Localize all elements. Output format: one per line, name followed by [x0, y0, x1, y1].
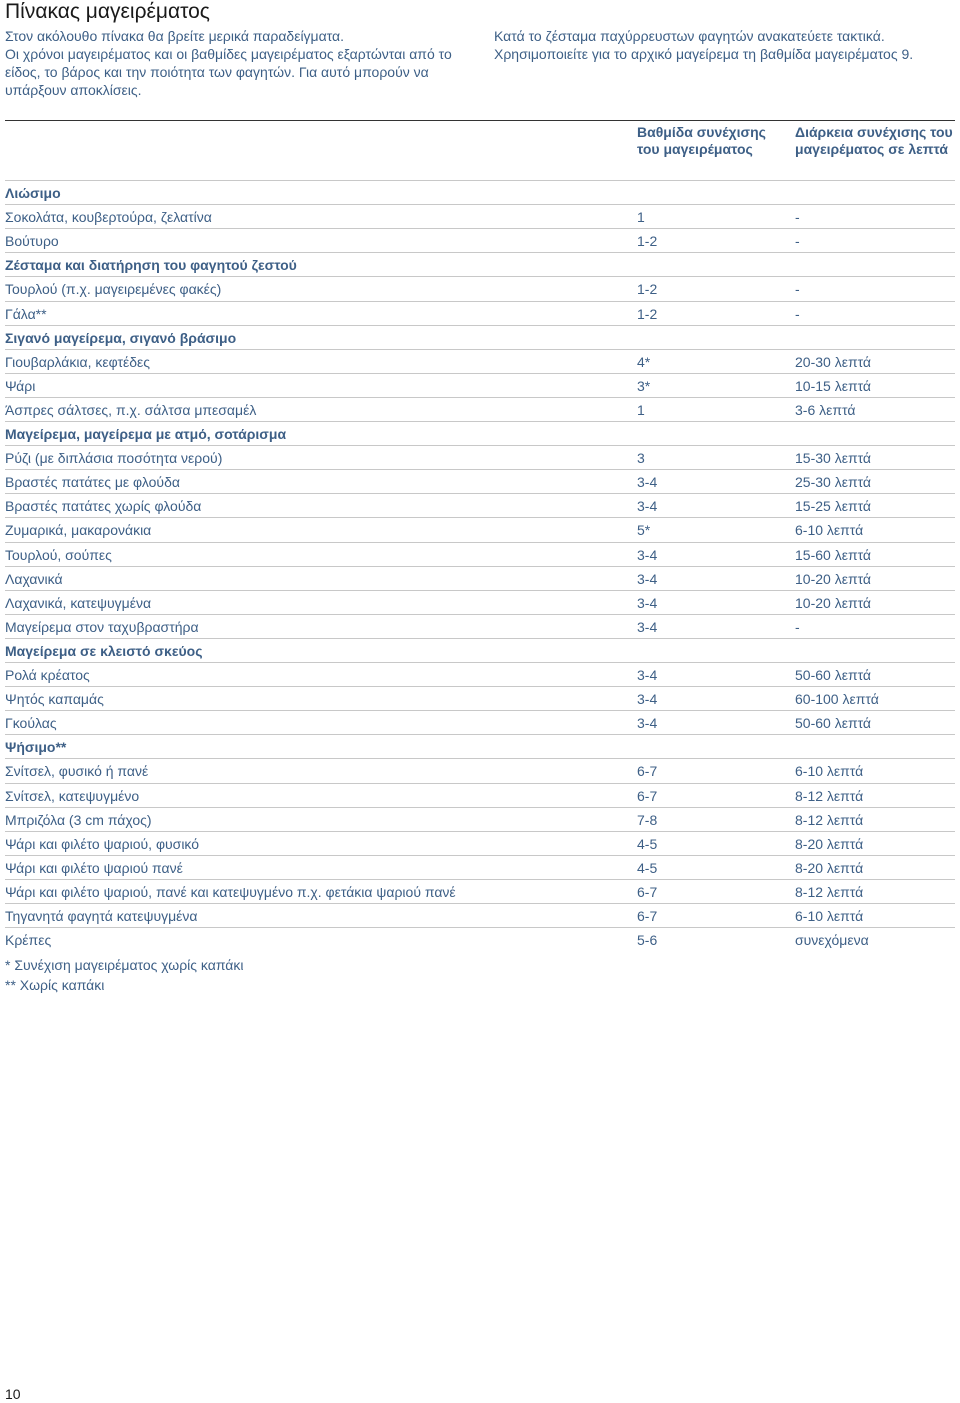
table-row [5, 927, 955, 952]
cell-food: Βραστές πατάτες με φλούδα [5, 474, 180, 490]
cell-food: Λαχανικά, κατεψυγμένα [5, 595, 152, 611]
cell-duration: 15-25 λεπτά [795, 498, 872, 514]
cell-level: 6-7 [637, 908, 658, 924]
cell-food: Ζυμαρικά, μακαρονάκια [5, 522, 152, 538]
cell-duration: - [795, 233, 800, 249]
cell-level: 3-4 [637, 571, 658, 587]
table-row [5, 517, 955, 542]
cell-food: Σιγανό μαγείρεμα, σιγανό βράσιμο [5, 330, 237, 346]
table-row [5, 493, 955, 518]
cell-food: Ρύζι (με διπλάσια ποσότητα νερού) [5, 450, 223, 466]
table-row [5, 614, 955, 639]
cell-food: Λαχανικά [5, 571, 63, 587]
table-row [5, 301, 955, 326]
footnotes [5, 955, 244, 995]
cell-food: Τουρλού, σούπες [5, 547, 112, 563]
cell-duration: 8-12 λεπτά [795, 788, 864, 804]
cell-level: 3-4 [637, 715, 658, 731]
cell-level: 4* [637, 354, 651, 370]
table-section-row [5, 638, 955, 663]
cell-food: Κρέπες [5, 932, 52, 948]
cell-level: 6-7 [637, 884, 658, 900]
cell-level: 4-5 [637, 836, 658, 852]
cell-level: 3-4 [637, 474, 658, 490]
cell-food: Μαγείρεμα στον ταχυβραστήρα [5, 619, 199, 635]
intro-paragraph: Κατά το ζέσταμα παχύρρευστων φαγητών ανακατεύετε τακτικά. [494, 28, 885, 44]
cell-level: 3-4 [637, 691, 658, 707]
intro-paragraph: Οι χρόνοι μαγειρέματος και οι βαθμίδες μαγειρέματος εξαρτώνται από το είδος, το βάρος και την ποιότητα των φαγητών. Για αυτό μπορούν να υπάρξουν αποκλίσεις. [5, 46, 452, 98]
table-row [5, 903, 955, 928]
cell-food: Σνίτσελ, κατεψυγμένο [5, 788, 140, 804]
page-number: 10 [5, 1386, 21, 1402]
table-row [5, 397, 955, 422]
cell-food: Σοκολάτα, κουβερτούρα, ζελατίνα [5, 209, 212, 225]
cell-food: Μαγείρεμα, μαγείρεμα με ατμό, σοτάρισμα [5, 426, 287, 442]
table-section-row [5, 252, 955, 277]
cell-duration: 50-60 λεπτά [795, 667, 872, 683]
cell-food: Ψητός καπαμάς [5, 691, 104, 707]
cell-food: Ψάρι [5, 378, 36, 394]
table-section-row [5, 180, 955, 205]
cell-level: 7-8 [637, 812, 658, 828]
page-title: Πίνακας μαγειρέματος [5, 0, 210, 23]
table-row [5, 879, 955, 904]
cell-food: Λιώσιμο [5, 185, 61, 201]
cell-food: Σνίτσελ, φυσικό ή πανέ [5, 763, 149, 779]
table-top-rule [5, 120, 955, 121]
cell-duration: 10-20 λεπτά [795, 571, 872, 587]
cell-level: 3-4 [637, 498, 658, 514]
cell-level: 3-4 [637, 595, 658, 611]
table-row [5, 686, 955, 711]
cell-level: 1 [637, 402, 645, 418]
cell-level: 1 [637, 209, 645, 225]
intro-paragraph: Στον ακόλουθο πίνακα θα βρείτε μερικά παραδείγματα. [5, 28, 345, 44]
cell-duration: 20-30 λεπτά [795, 354, 872, 370]
cell-food: Ζέσταμα και διατήρηση του φαγητού ζεστού [5, 257, 297, 273]
table-section-row [5, 734, 955, 759]
table-row [5, 349, 955, 374]
cell-level: 6-7 [637, 788, 658, 804]
cell-duration: 15-30 λεπτά [795, 450, 872, 466]
table-section-row [5, 325, 955, 350]
table-row [5, 204, 955, 229]
cell-duration: 60-100 λεπτά [795, 691, 879, 707]
cell-duration: 50-60 λεπτά [795, 715, 872, 731]
cell-level: 3* [637, 378, 651, 394]
cell-level: 1-2 [637, 306, 658, 322]
table-row [5, 590, 955, 615]
cell-level: 5* [637, 522, 651, 538]
table-row [5, 855, 955, 880]
intro-paragraph: Χρησιμοποιείτε για το αρχικό μαγείρεμα τη βαθμίδα μαγειρέματος 9. [494, 46, 914, 62]
cell-duration: 3-6 λεπτά [795, 402, 856, 418]
cell-level: 4-5 [637, 860, 658, 876]
cell-level: 3-4 [637, 667, 658, 683]
cell-level: 1-2 [637, 233, 658, 249]
cell-duration: 8-20 λεπτά [795, 836, 864, 852]
cell-level: 1-2 [637, 281, 658, 297]
cell-duration: 10-15 λεπτά [795, 378, 872, 394]
footnote: * Συνέχιση μαγειρέματος χωρίς καπάκι [5, 957, 244, 973]
cell-food: Γκούλας [5, 715, 57, 731]
table-section-row [5, 421, 955, 446]
cell-food: Ψάρι και φιλέτο ψαριού, πανέ και κατεψυγμένο π.χ. φετάκια ψαριού πανέ [5, 884, 456, 900]
table-row [5, 228, 955, 253]
intro-left-column [5, 27, 470, 99]
cell-food: Ρολά κρέατος [5, 667, 90, 683]
cell-duration: 6-10 λεπτά [795, 763, 864, 779]
cell-level: 3-4 [637, 547, 658, 563]
cell-food: Άσπρες σάλτσες, π.χ. σάλτσα μπεσαμέλ [5, 402, 257, 418]
table-row [5, 566, 955, 591]
cell-food: Μαγείρεμα σε κλειστό σκεύος [5, 643, 203, 659]
table-row [5, 807, 955, 832]
table-row [5, 469, 955, 494]
cell-duration: 8-20 λεπτά [795, 860, 864, 876]
cell-food: Ψάρι και φιλέτο ψαριού, φυσικό [5, 836, 200, 852]
cell-level: 3 [637, 450, 645, 466]
cell-duration: - [795, 619, 800, 635]
table-row [5, 783, 955, 808]
cell-duration: - [795, 281, 800, 297]
table-row [5, 542, 955, 567]
cell-food: Τηγανητά φαγητά κατεψυγμένα [5, 908, 198, 924]
cell-duration: 6-10 λεπτά [795, 522, 864, 538]
cell-food: Γάλα** [5, 306, 47, 322]
footnote: ** Χωρίς καπάκι [5, 977, 105, 993]
table-row [5, 662, 955, 687]
cell-duration: συνεχόμενα [795, 932, 869, 948]
cell-duration: 8-12 λεπτά [795, 884, 864, 900]
cell-level: 6-7 [637, 763, 658, 779]
table-row [5, 445, 955, 470]
intro-right-column [494, 27, 954, 63]
cell-level: 3-4 [637, 619, 658, 635]
cell-duration: - [795, 306, 800, 322]
cell-level: 5-6 [637, 932, 658, 948]
table-row [5, 276, 955, 301]
cell-food: Βούτυρο [5, 233, 59, 249]
table-row [5, 710, 955, 735]
cell-food: Βραστές πατάτες χωρίς φλούδα [5, 498, 202, 514]
cell-duration: 6-10 λεπτά [795, 908, 864, 924]
cell-food: Ψήσιμο** [5, 739, 67, 755]
cell-duration: 15-60 λεπτά [795, 547, 872, 563]
column-header-duration: Διάρκεια συνέχισης του μαγειρέματος σε λεπτά [795, 124, 953, 157]
column-header-level: Βαθμίδα συνέχισης του μαγειρέματος [637, 124, 766, 157]
cell-food: Γιουβαρλάκια, κεφτέδες [5, 354, 151, 370]
table-row [5, 831, 955, 856]
table-row [5, 758, 955, 783]
cell-food: Τουρλού (π.χ. μαγειρεμένες φακές) [5, 281, 222, 297]
table-row [5, 373, 955, 398]
cell-food: Ψάρι και φιλέτο ψαριού πανέ [5, 860, 183, 876]
cell-food: Μπριζόλα (3 cm πάχος) [5, 812, 152, 828]
cell-duration: 8-12 λεπτά [795, 812, 864, 828]
cell-duration: - [795, 209, 800, 225]
cell-duration: 10-20 λεπτά [795, 595, 872, 611]
cell-duration: 25-30 λεπτά [795, 474, 872, 490]
